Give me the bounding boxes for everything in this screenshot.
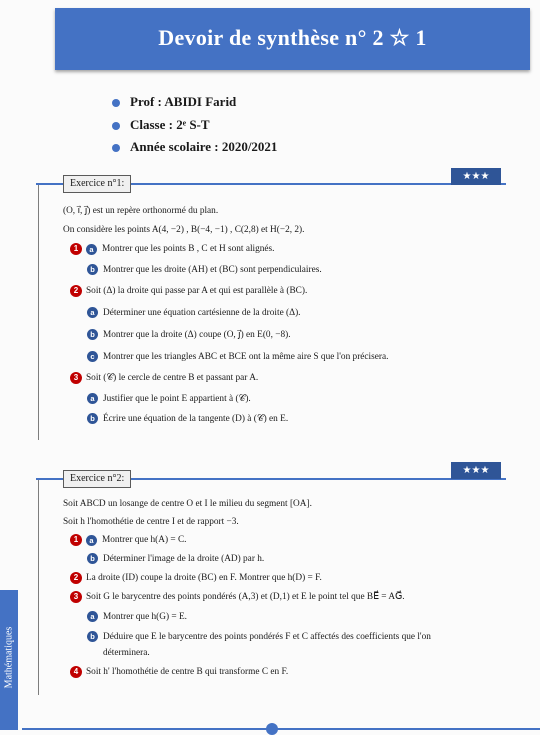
exercise-1-label: Exercice n°1: bbox=[63, 175, 131, 193]
subquestion-b-icon: b bbox=[87, 553, 98, 564]
ex1-question: 2 Soit (Δ) la droite qui passe par A et qui est parallèle à (BC). bbox=[70, 285, 307, 297]
question-number-icon: 2 bbox=[70, 285, 82, 297]
exercise-2-label: Exercice n°2: bbox=[63, 470, 131, 488]
exercise-2-stars: ★★★ bbox=[451, 462, 501, 479]
bullet-icon bbox=[112, 144, 120, 152]
ex1-question: 1 a Montrer que les points B , C et H sont alignés. bbox=[70, 243, 275, 255]
ex2-question: 2 La droite (ID) coupe la droite (BC) en F. Montrer que h(D) = F. bbox=[70, 572, 322, 584]
ex2-question: 3 Soit G le barycentre des points pondérés (A,3) et (D,1) et E le point tel que BE⃗ = AG⃗. bbox=[70, 591, 405, 603]
prof-text: Prof : ABIDI Farid bbox=[130, 94, 237, 109]
subquestion-b-icon: b bbox=[87, 329, 98, 340]
ex1-question: a Déterminer une équation cartésienne de la droite (Δ). bbox=[87, 307, 301, 319]
ex2-question: b Déduire que E le barycentre des points pondérés F et C affectés des coefficients que l'on bbox=[87, 631, 431, 643]
page-title: Devoir de synthèse n° 2 ☆ 1 bbox=[158, 25, 427, 50]
ex1-line: (O, i⃗, j⃗) est un repère orthonormé du plan. bbox=[63, 206, 219, 216]
subject-label: Mathématiques bbox=[3, 626, 15, 689]
footer-line bbox=[22, 728, 540, 730]
ex1-question: b Montrer que la droite (Δ) coupe (O, j⃗) en E(0, −8). bbox=[87, 329, 291, 341]
info-classe bbox=[112, 117, 210, 133]
subject-side-tab bbox=[0, 590, 18, 730]
exercise-1-stars: ★★★ bbox=[451, 168, 501, 185]
ex2-line: Soit ABCD un losange de centre O et I le milieu du segment [OA]. bbox=[63, 499, 312, 509]
question-number-icon: 4 bbox=[70, 666, 82, 678]
ex2-question: b Déterminer l'image de la droite (AD) par h. bbox=[87, 553, 264, 565]
subquestion-a-icon: a bbox=[87, 611, 98, 622]
exercise-2-border bbox=[38, 480, 39, 695]
footer-dot-icon bbox=[266, 723, 278, 735]
annee-text: Année scolaire : 2020/2021 bbox=[130, 139, 278, 154]
info-prof bbox=[112, 94, 236, 110]
ex2-question: 4 Soit h' l'homothétie de centre B qui transforme C en F. bbox=[70, 666, 288, 678]
subquestion-a-icon: a bbox=[87, 307, 98, 318]
question-number-icon: 3 bbox=[70, 591, 82, 603]
ex1-question: c Montrer que les triangles ABC et BCE ont la même aire S que l'on précisera. bbox=[87, 351, 388, 363]
classe-text: Classe : 2ᵉ S-T bbox=[130, 117, 210, 132]
question-number-icon: 1 bbox=[70, 534, 82, 546]
ex2-question: a Montrer que h(G) = E. bbox=[87, 611, 187, 623]
bullet-icon bbox=[112, 99, 120, 107]
subquestion-a-icon: a bbox=[86, 244, 97, 255]
subquestion-a-icon: a bbox=[86, 535, 97, 546]
question-number-icon: 1 bbox=[70, 243, 82, 255]
ex1-question: 3 Soit (𝒞) le cercle de centre B et passant par A. bbox=[70, 372, 258, 384]
exercise-1-border bbox=[38, 185, 39, 440]
subquestion-c-icon: c bbox=[87, 351, 98, 362]
ex1-question: b Écrire une équation de la tangente (D) à (𝒞) en E. bbox=[87, 413, 288, 425]
ex1-question: a Justifier que le point E appartient à (𝒞). bbox=[87, 393, 251, 405]
question-number-icon: 3 bbox=[70, 372, 82, 384]
ex1-line: On considère les points A(4, −2) , B(−4, −1) , C(2,8) et H(−2, 2). bbox=[63, 225, 305, 235]
info-annee bbox=[112, 139, 277, 155]
ex1-question: b Montrer que les droite (AH) et (BC) sont perpendiculaires. bbox=[87, 264, 322, 276]
subquestion-b-icon: b bbox=[87, 631, 98, 642]
question-number-icon: 2 bbox=[70, 572, 82, 584]
subquestion-b-icon: b bbox=[87, 413, 98, 424]
ex2-line: Soit h l'homothétie de centre I et de rapport −3. bbox=[63, 517, 239, 527]
title-banner bbox=[55, 8, 530, 70]
ex2-question: 1 a Montrer que h(A) = C. bbox=[70, 534, 187, 546]
subquestion-a-icon: a bbox=[87, 393, 98, 404]
subquestion-b-icon: b bbox=[87, 264, 98, 275]
bullet-icon bbox=[112, 122, 120, 130]
ex2-line-continued: déterminera. bbox=[103, 648, 150, 658]
